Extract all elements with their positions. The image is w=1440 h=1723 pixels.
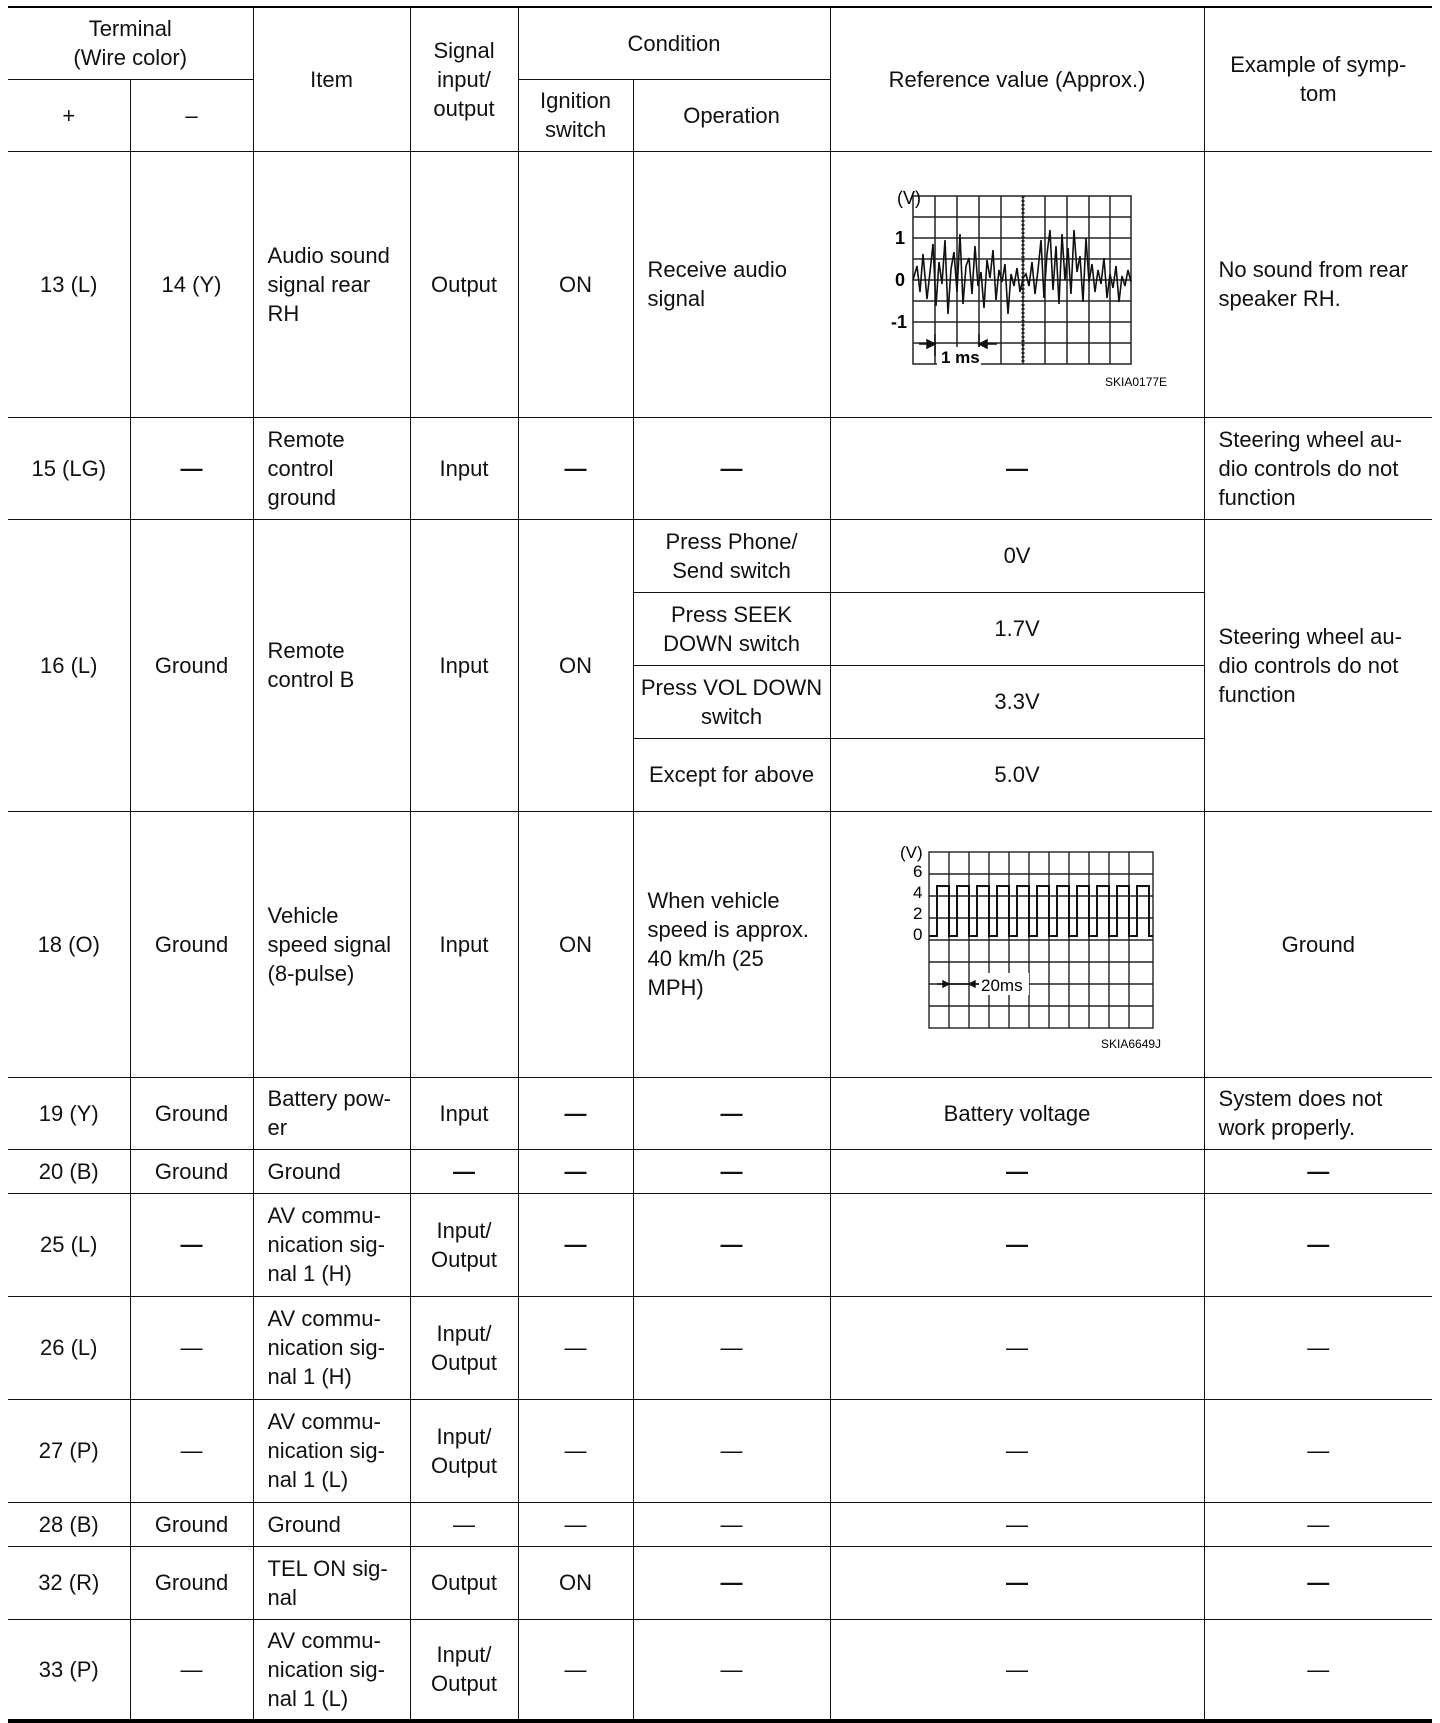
- table-row: [8, 1296, 1432, 1399]
- reference-cell: 0V: [830, 519, 1204, 592]
- signal-cell: Input: [410, 1077, 518, 1149]
- ignition-cell: —: [518, 417, 633, 519]
- symptom-cell: Steering wheel au- dio controls do not function: [1204, 519, 1432, 811]
- reference-cell: 5.0V: [830, 738, 1204, 811]
- ignition-cell: —: [518, 1149, 633, 1193]
- symptom-cell: —: [1204, 1193, 1432, 1296]
- terminal-minus: Ground: [130, 811, 253, 1077]
- operation-cell: Except for above: [633, 738, 830, 811]
- symptom-cell: —: [1204, 1546, 1432, 1619]
- header-condition: Condition: [518, 7, 830, 79]
- audio-waveform-figure: [857, 174, 1177, 394]
- operation-cell: —: [633, 1502, 830, 1546]
- terminal-minus: —: [130, 417, 253, 519]
- scope-y-bot: -1: [891, 312, 908, 332]
- signal-cell: Input: [410, 811, 518, 1077]
- ignition-cell: —: [518, 1502, 633, 1546]
- terminal-minus: Ground: [130, 1502, 253, 1546]
- scope-y6: 6: [913, 862, 923, 881]
- table-row: [8, 1502, 1432, 1546]
- operation-cell: —: [633, 1399, 830, 1502]
- operation-cell: —: [633, 1546, 830, 1619]
- item-cell: Ground: [253, 1149, 410, 1193]
- operation-cell: —: [633, 1296, 830, 1399]
- terminal-plus: 25 (L): [8, 1193, 130, 1296]
- ignition-cell: —: [518, 1193, 633, 1296]
- item-cell: AV commu- nication sig- nal 1 (H): [253, 1193, 410, 1296]
- terminal-minus: —: [130, 1296, 253, 1399]
- reference-cell: —: [830, 417, 1204, 519]
- symptom-cell: Ground: [1204, 811, 1432, 1077]
- table-row: [8, 417, 1432, 519]
- terminal-plus: 13 (L): [8, 151, 130, 417]
- header-item: Item: [253, 7, 410, 151]
- item-cell: AV commu- nication sig- nal 1 (L): [253, 1399, 410, 1502]
- header-operation: Operation: [633, 79, 830, 151]
- operation-cell: Receive audio signal: [633, 151, 830, 417]
- table-row: [8, 1149, 1432, 1193]
- figure-code: SKIA0177E: [1105, 375, 1168, 389]
- scope-grid: [929, 852, 1153, 1028]
- table-row: [8, 1546, 1432, 1619]
- scope-y-mid: 0: [895, 270, 906, 290]
- item-cell: AV commu- nication sig- nal 1 (L): [253, 1619, 410, 1721]
- ignition-cell: —: [518, 1077, 633, 1149]
- scope-y-top: 1: [895, 228, 906, 248]
- symptom-cell: —: [1204, 1399, 1432, 1502]
- scope-y2: 2: [913, 904, 923, 923]
- reference-cell: —: [830, 1502, 1204, 1546]
- header-example: Example of symp- tom: [1204, 7, 1432, 151]
- table-row: [8, 151, 1432, 417]
- pulse-trace: [929, 886, 1153, 936]
- terminal-plus: 27 (P): [8, 1399, 130, 1502]
- ignition-cell: ON: [518, 151, 633, 417]
- signal-cell: Output: [410, 1546, 518, 1619]
- signal-cell: Input/ Output: [410, 1399, 518, 1502]
- reference-cell: —: [830, 1619, 1204, 1721]
- terminal-table: [8, 6, 1432, 1723]
- header-terminal: Terminal (Wire color): [8, 7, 253, 79]
- scope-time: 1 ms: [941, 348, 980, 367]
- item-cell: Remote control B: [253, 519, 410, 811]
- table-row: [8, 1619, 1432, 1721]
- signal-cell: Input/ Output: [410, 1193, 518, 1296]
- symptom-cell: —: [1204, 1619, 1432, 1721]
- ignition-cell: ON: [518, 1546, 633, 1619]
- table-row: [8, 811, 1432, 1077]
- terminal-plus: 15 (LG): [8, 417, 130, 519]
- operation-cell: —: [633, 417, 830, 519]
- operation-cell: Press SEEK DOWN switch: [633, 592, 830, 665]
- terminal-minus: Ground: [130, 1149, 253, 1193]
- scope-y4: 4: [913, 883, 923, 902]
- ignition-cell: ON: [518, 519, 633, 811]
- item-cell: Battery pow- er: [253, 1077, 410, 1149]
- item-cell: Remote control ground: [253, 417, 410, 519]
- scope-y0: 0: [913, 925, 923, 944]
- table-row: [8, 1193, 1432, 1296]
- terminal-plus: 16 (L): [8, 519, 130, 811]
- signal-cell: —: [410, 1149, 518, 1193]
- ignition-cell: —: [518, 1296, 633, 1399]
- terminal-plus: 33 (P): [8, 1619, 130, 1721]
- ignition-cell: —: [518, 1399, 633, 1502]
- symptom-cell: —: [1204, 1502, 1432, 1546]
- reference-cell: 3.3V: [830, 665, 1204, 738]
- terminal-plus: 28 (B): [8, 1502, 130, 1546]
- table-row: [8, 1077, 1432, 1149]
- operation-cell: When vehicle speed is approx. 40 km/h (25 MPH): [633, 811, 830, 1077]
- symptom-cell: Steering wheel au- dio controls do not function: [1204, 417, 1432, 519]
- terminal-plus: 26 (L): [8, 1296, 130, 1399]
- scope-time: 20ms: [981, 976, 1023, 995]
- reference-cell: —: [830, 1296, 1204, 1399]
- terminal-minus: Ground: [130, 1077, 253, 1149]
- symptom-cell: —: [1204, 1149, 1432, 1193]
- signal-cell: Input: [410, 417, 518, 519]
- symptom-cell: —: [1204, 1296, 1432, 1399]
- table-row: [8, 1399, 1432, 1502]
- reference-cell: [830, 811, 1204, 1077]
- scope-unit: (V): [900, 843, 923, 862]
- signal-cell: Input: [410, 519, 518, 811]
- terminal-minus: —: [130, 1619, 253, 1721]
- terminal-plus: 19 (Y): [8, 1077, 130, 1149]
- operation-cell: —: [633, 1077, 830, 1149]
- table-row: [8, 519, 1432, 592]
- reference-cell: —: [830, 1546, 1204, 1619]
- operation-cell: Press Phone/ Send switch: [633, 519, 830, 592]
- item-cell: Audio sound signal rear RH: [253, 151, 410, 417]
- ignition-cell: —: [518, 1619, 633, 1721]
- speed-pulse-figure: [857, 834, 1177, 1054]
- header-ignition: Ignition switch: [518, 79, 633, 151]
- signal-cell: Input/ Output: [410, 1619, 518, 1721]
- operation-cell: —: [633, 1149, 830, 1193]
- symptom-cell: System does not work properly.: [1204, 1077, 1432, 1149]
- terminal-minus: Ground: [130, 519, 253, 811]
- terminal-plus: 20 (B): [8, 1149, 130, 1193]
- header-plus: +: [8, 79, 130, 151]
- terminal-minus: —: [130, 1399, 253, 1502]
- figure-code: SKIA6649J: [1101, 1037, 1162, 1051]
- header-reference: Reference value (Approx.): [830, 7, 1204, 151]
- reference-cell: —: [830, 1149, 1204, 1193]
- operation-cell: Press VOL DOWN switch: [633, 665, 830, 738]
- terminal-minus: Ground: [130, 1546, 253, 1619]
- reference-cell: —: [830, 1399, 1204, 1502]
- item-cell: AV commu- nication sig- nal 1 (H): [253, 1296, 410, 1399]
- signal-cell: —: [410, 1502, 518, 1546]
- header-minus: –: [130, 79, 253, 151]
- terminal-plus: 18 (O): [8, 811, 130, 1077]
- item-cell: Ground: [253, 1502, 410, 1546]
- item-cell: Vehicle speed signal (8-pulse): [253, 811, 410, 1077]
- item-cell: TEL ON sig- nal: [253, 1546, 410, 1619]
- signal-cell: Output: [410, 151, 518, 417]
- terminal-minus: 14 (Y): [130, 151, 253, 417]
- time-scale-arrow: [937, 981, 979, 987]
- ignition-cell: ON: [518, 811, 633, 1077]
- reference-cell: 1.7V: [830, 592, 1204, 665]
- reference-cell: [830, 151, 1204, 417]
- terminal-minus: —: [130, 1193, 253, 1296]
- symptom-cell: No sound from rear speaker RH.: [1204, 151, 1432, 417]
- reference-cell: —: [830, 1193, 1204, 1296]
- header-signal: Signal input/ output: [410, 7, 518, 151]
- signal-cell: Input/ Output: [410, 1296, 518, 1399]
- operation-cell: —: [633, 1193, 830, 1296]
- reference-cell: Battery voltage: [830, 1077, 1204, 1149]
- scope-unit: (V): [897, 188, 922, 208]
- terminal-plus: 32 (R): [8, 1546, 130, 1619]
- operation-cell: —: [633, 1619, 830, 1721]
